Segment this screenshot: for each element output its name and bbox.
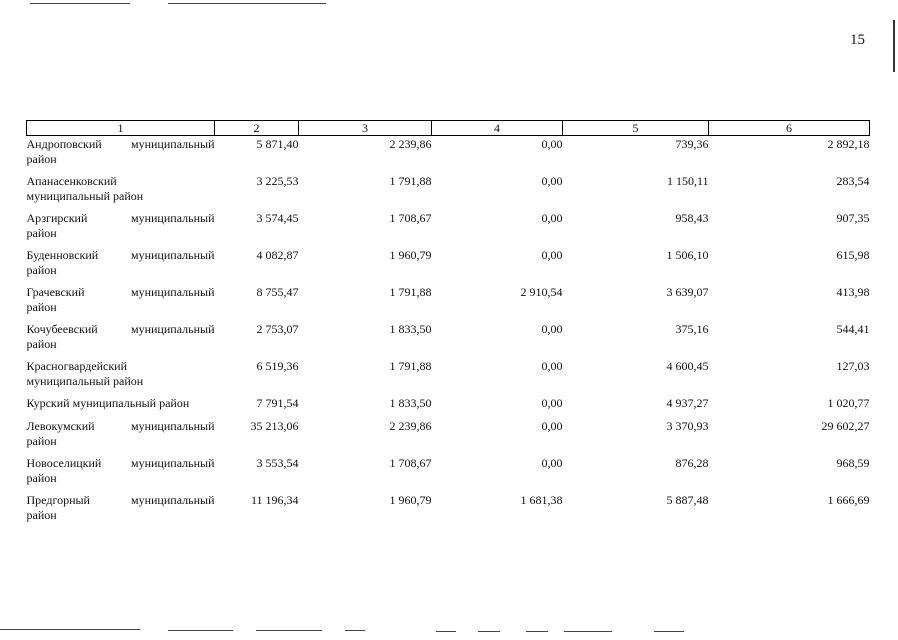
value-cell: 2 239,86 [389, 419, 432, 433]
district-name-line: Кочубеевский муниципальный [26, 322, 215, 336]
scan-artifact-line [564, 631, 612, 632]
table-row [27, 493, 870, 530]
table-row [27, 359, 870, 396]
value-cell: 1 666,69 [827, 493, 870, 507]
value-cell: 0,00 [541, 456, 563, 470]
district-name-cell [27, 136, 215, 175]
district-name-line: район [26, 434, 57, 448]
table-header-row [27, 121, 870, 136]
value-cell: 0,00 [541, 174, 563, 188]
value-cell: 35 213,06 [250, 419, 299, 433]
table-row [27, 396, 870, 419]
scan-artifact-line [436, 631, 456, 632]
value-cell: 1 791,88 [389, 359, 432, 373]
value-cell: 0,00 [541, 137, 563, 151]
district-name-line: район [26, 337, 57, 351]
column-header: 5 [563, 121, 709, 136]
district-name-line: район [26, 152, 57, 166]
value-cell: 3 574,45 [256, 211, 299, 225]
value-cell: 0,00 [541, 211, 563, 225]
table-row [27, 211, 870, 248]
value-cell: 739,36 [675, 137, 709, 151]
value-cell: 3 639,07 [666, 285, 709, 299]
value-cell: 5 871,40 [256, 137, 299, 151]
district-name-line: муниципальный район [26, 374, 144, 388]
district-name-line: Левокумский муниципальный [26, 419, 215, 433]
value-cell: 907,35 [836, 211, 870, 225]
value-cell: 1 791,88 [389, 174, 432, 188]
table-row [27, 174, 870, 211]
value-cell: 0,00 [541, 322, 563, 336]
value-cell: 968,59 [836, 456, 870, 470]
value-cell: 544,41 [836, 322, 870, 336]
district-name-line: район [26, 471, 57, 485]
district-name-line: район [26, 508, 57, 522]
value-cell: 1 708,67 [389, 211, 432, 225]
scan-artifact-line [478, 631, 500, 632]
district-name-line: муниципальный район [26, 189, 144, 203]
scan-artifact-line [168, 3, 326, 4]
scan-artifact-line [256, 630, 322, 631]
value-cell: 876,28 [675, 456, 709, 470]
table-row [27, 285, 870, 322]
district-name-cell [27, 359, 215, 396]
scan-artifact-line [30, 3, 130, 4]
value-cell: 615,98 [836, 248, 870, 262]
value-cell: 3 225,53 [256, 174, 299, 188]
value-cell: 2 892,18 [827, 137, 870, 151]
scan-artifact-line [0, 629, 140, 630]
district-name-cell [27, 493, 215, 530]
table-row [27, 248, 870, 285]
district-name-line: Апанасенковский [26, 174, 117, 188]
value-cell: 7 791,54 [256, 396, 299, 410]
scan-artifact-line [168, 630, 233, 631]
value-cell: 1 791,88 [389, 285, 432, 299]
column-header: 3 [299, 121, 432, 136]
table-row [27, 322, 870, 359]
table-row [27, 456, 870, 493]
district-name-cell [27, 456, 215, 493]
district-name-line: Курский муниципальный район [26, 396, 190, 410]
district-name-line: район [26, 300, 57, 314]
district-name-line: Андроповский муниципальный [26, 137, 215, 151]
district-name-cell [27, 248, 215, 285]
scan-artifact-line [654, 631, 684, 632]
value-cell: 5 887,48 [666, 493, 709, 507]
value-cell: 1 708,67 [389, 456, 432, 470]
value-cell: 4 600,45 [666, 359, 709, 373]
value-cell: 2 753,07 [256, 322, 299, 336]
district-name-cell [27, 285, 215, 322]
scan-edge-mark [893, 20, 895, 72]
value-cell: 0,00 [541, 419, 563, 433]
district-name-line: Новоселицкий муниципальный [26, 456, 215, 470]
page-number: 15 [850, 32, 865, 48]
district-name-line: Арзгирский муниципальный [26, 211, 215, 225]
value-cell: 1 506,10 [666, 248, 709, 262]
district-name-cell [27, 419, 215, 456]
district-name-line: Буденновский муниципальный [26, 248, 215, 262]
value-cell: 0,00 [541, 359, 563, 373]
value-cell: 375,16 [675, 322, 709, 336]
value-cell: 1 960,79 [389, 493, 432, 507]
value-cell: 2 239,86 [389, 137, 432, 151]
district-name-line: Грачевский муниципальный [26, 285, 215, 299]
value-cell: 11 196,34 [250, 493, 299, 507]
column-header: 2 [215, 121, 299, 136]
value-cell: 0,00 [541, 248, 563, 262]
table-row [27, 136, 870, 175]
data-table [26, 120, 870, 530]
value-cell: 958,43 [675, 211, 709, 225]
district-name-cell [27, 174, 215, 211]
district-name-line: район [26, 226, 57, 240]
value-cell: 3 370,93 [666, 419, 709, 433]
value-cell: 0,00 [541, 396, 563, 410]
value-cell: 4 937,27 [666, 396, 709, 410]
value-cell: 1 150,11 [666, 174, 709, 188]
value-cell: 1 020,77 [827, 396, 870, 410]
column-header: 4 [432, 121, 563, 136]
column-header: 6 [709, 121, 870, 136]
district-name-line: Красногвардейский [26, 359, 128, 373]
scan-artifact-line [526, 631, 548, 632]
value-cell: 413,98 [836, 285, 870, 299]
value-cell: 4 082,87 [256, 248, 299, 262]
value-cell: 1 960,79 [389, 248, 432, 262]
district-name-line: Предгорный муниципальный [26, 493, 215, 507]
scan-artifact-line [345, 630, 365, 631]
value-cell: 1 833,50 [389, 396, 432, 410]
value-cell: 3 553,54 [256, 456, 299, 470]
district-name-cell [27, 322, 215, 359]
column-header: 1 [27, 121, 215, 136]
value-cell: 8 755,47 [256, 285, 299, 299]
district-name-cell [27, 211, 215, 248]
table-row [27, 419, 870, 456]
district-name-cell [27, 396, 215, 419]
value-cell: 283,54 [836, 174, 870, 188]
value-cell: 2 910,54 [520, 285, 563, 299]
value-cell: 1 833,50 [389, 322, 432, 336]
value-cell: 127,03 [836, 359, 870, 373]
district-name-line: район [26, 263, 57, 277]
value-cell: 6 519,36 [256, 359, 299, 373]
value-cell: 1 681,38 [520, 493, 563, 507]
value-cell: 29 602,27 [821, 419, 870, 433]
